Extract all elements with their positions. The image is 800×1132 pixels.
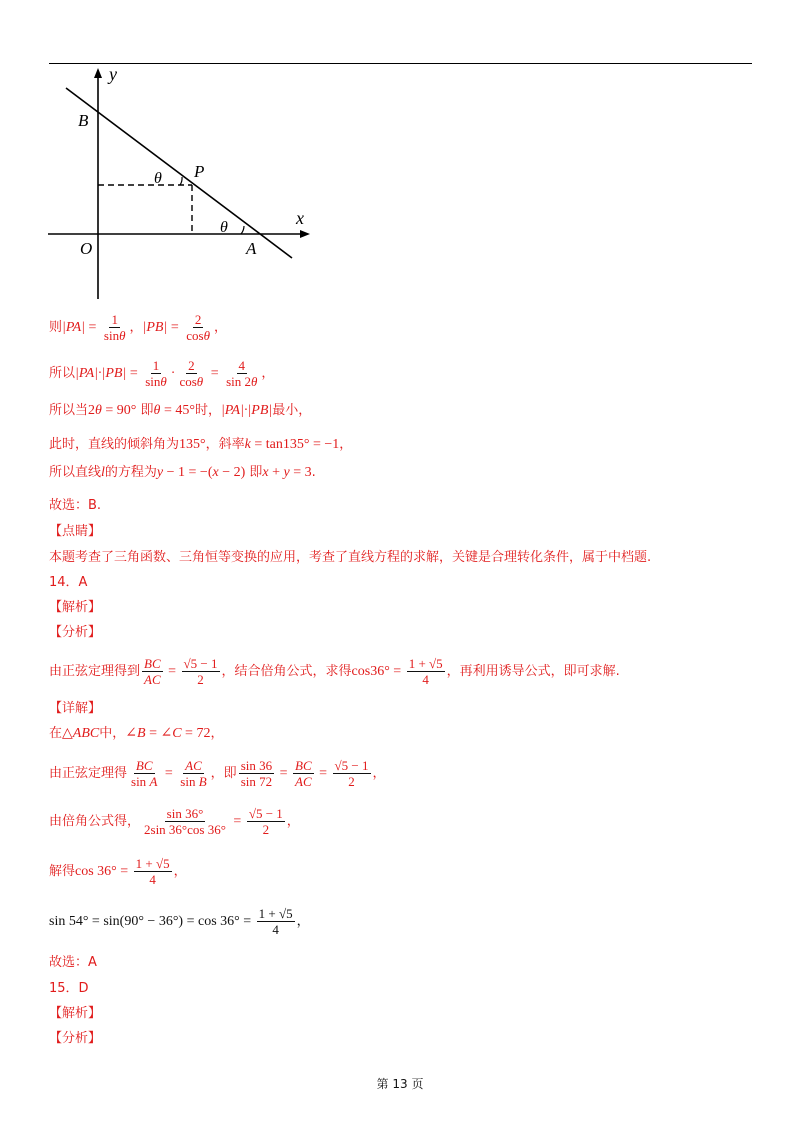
line-4: 此时，直线的倾斜角为135°，斜率k = tan135° = −1， bbox=[49, 437, 353, 452]
line-20: 15．D bbox=[49, 981, 89, 996]
line-16: 由倍角公式得， $\frac{\sin 36^\circ}{2\sin 36^\circ\cos 36^\circ}$ = $\frac{√5 - 1}{2}$ ， bbox=[49, 806, 300, 837]
x-axis-arrow-icon bbox=[300, 230, 310, 238]
line-5: 所以直线l的方程为y − 1 = −(x − 2) 即x + y = 3. bbox=[49, 465, 316, 480]
angle-label-a: θ bbox=[220, 219, 228, 236]
line-17: 解得cos 36° = $\frac{1 + √5}{4}$ ， bbox=[49, 856, 187, 887]
line-10: 【解析】 bbox=[49, 600, 102, 615]
point-a-label: A bbox=[246, 239, 257, 258]
coordinate-figure bbox=[40, 64, 320, 300]
y-axis-arrow-icon bbox=[94, 68, 102, 78]
line-11: 【分析】 bbox=[49, 625, 102, 640]
line-9: 14．A bbox=[49, 575, 88, 590]
line-19: 故选：A bbox=[49, 955, 97, 970]
angle-arc-a bbox=[241, 226, 244, 234]
line-21: 【解析】 bbox=[49, 1006, 102, 1021]
angle-arc-p bbox=[180, 177, 182, 185]
y-axis-label: y bbox=[109, 64, 117, 84]
line-1: 则|PA| = $\frac{1}{\sin\theta}$ ，|PB| = $\frac{2}{\cos\theta}$ ， bbox=[49, 312, 227, 343]
line-7: 【点睛】 bbox=[49, 524, 102, 539]
line-14: 在△ABC中，∠B = ∠C = 72， bbox=[49, 726, 224, 741]
angle-label-p: θ bbox=[154, 170, 162, 187]
point-p-label: P bbox=[194, 162, 205, 181]
line-12: 由正弦定理得到 $\frac{BC}{AC}$ = $\frac{√5 - 1}{2}$ ，结合倍角公式，求得cos36° = $\frac{1 + √5}{4}$ ，再利用诱导公式，即可求解. bbox=[49, 656, 620, 687]
line-15: 由正弦定理得 $\frac{BC}{\text{sin A}}$ = $\frac{AC}{\text{sin B}}$ ，即 $\frac{\sin 36}{\sin 72}$ = $\frac{BC}{AC}$ = $\frac{√5 - 1}{2}$ ， bbox=[49, 758, 386, 789]
line-l bbox=[66, 88, 292, 258]
line-18: sin 54° = sin(90° − 36°) = cos 36° = $\frac{1 + √5}{4}$ ， bbox=[49, 906, 310, 937]
origin-label: O bbox=[80, 239, 93, 258]
page-footer: 第 13 页 bbox=[376, 1077, 424, 1091]
line-2: 所以|PA|·|PB| = $\frac{1}{\sin\theta}$ · $\frac{2}{\cos\theta}$ = $\frac{4}{\sin 2\theta}$ ， bbox=[49, 358, 275, 389]
line-3: 所以当2θ = 90° 即θ = 45°时，|PA|·|PB|最小， bbox=[49, 403, 312, 418]
line-6: 故选：B. bbox=[49, 498, 102, 513]
point-b-label: B bbox=[78, 111, 89, 130]
x-axis-label: x bbox=[296, 208, 304, 228]
line-13: 【详解】 bbox=[49, 701, 102, 716]
line-22: 【分析】 bbox=[49, 1031, 102, 1046]
line-8: 本题考查了三角函数、三角恒等变换的应用，考查了直线方程的求解，关键是合理转化条件，属于中档题. bbox=[49, 550, 652, 565]
